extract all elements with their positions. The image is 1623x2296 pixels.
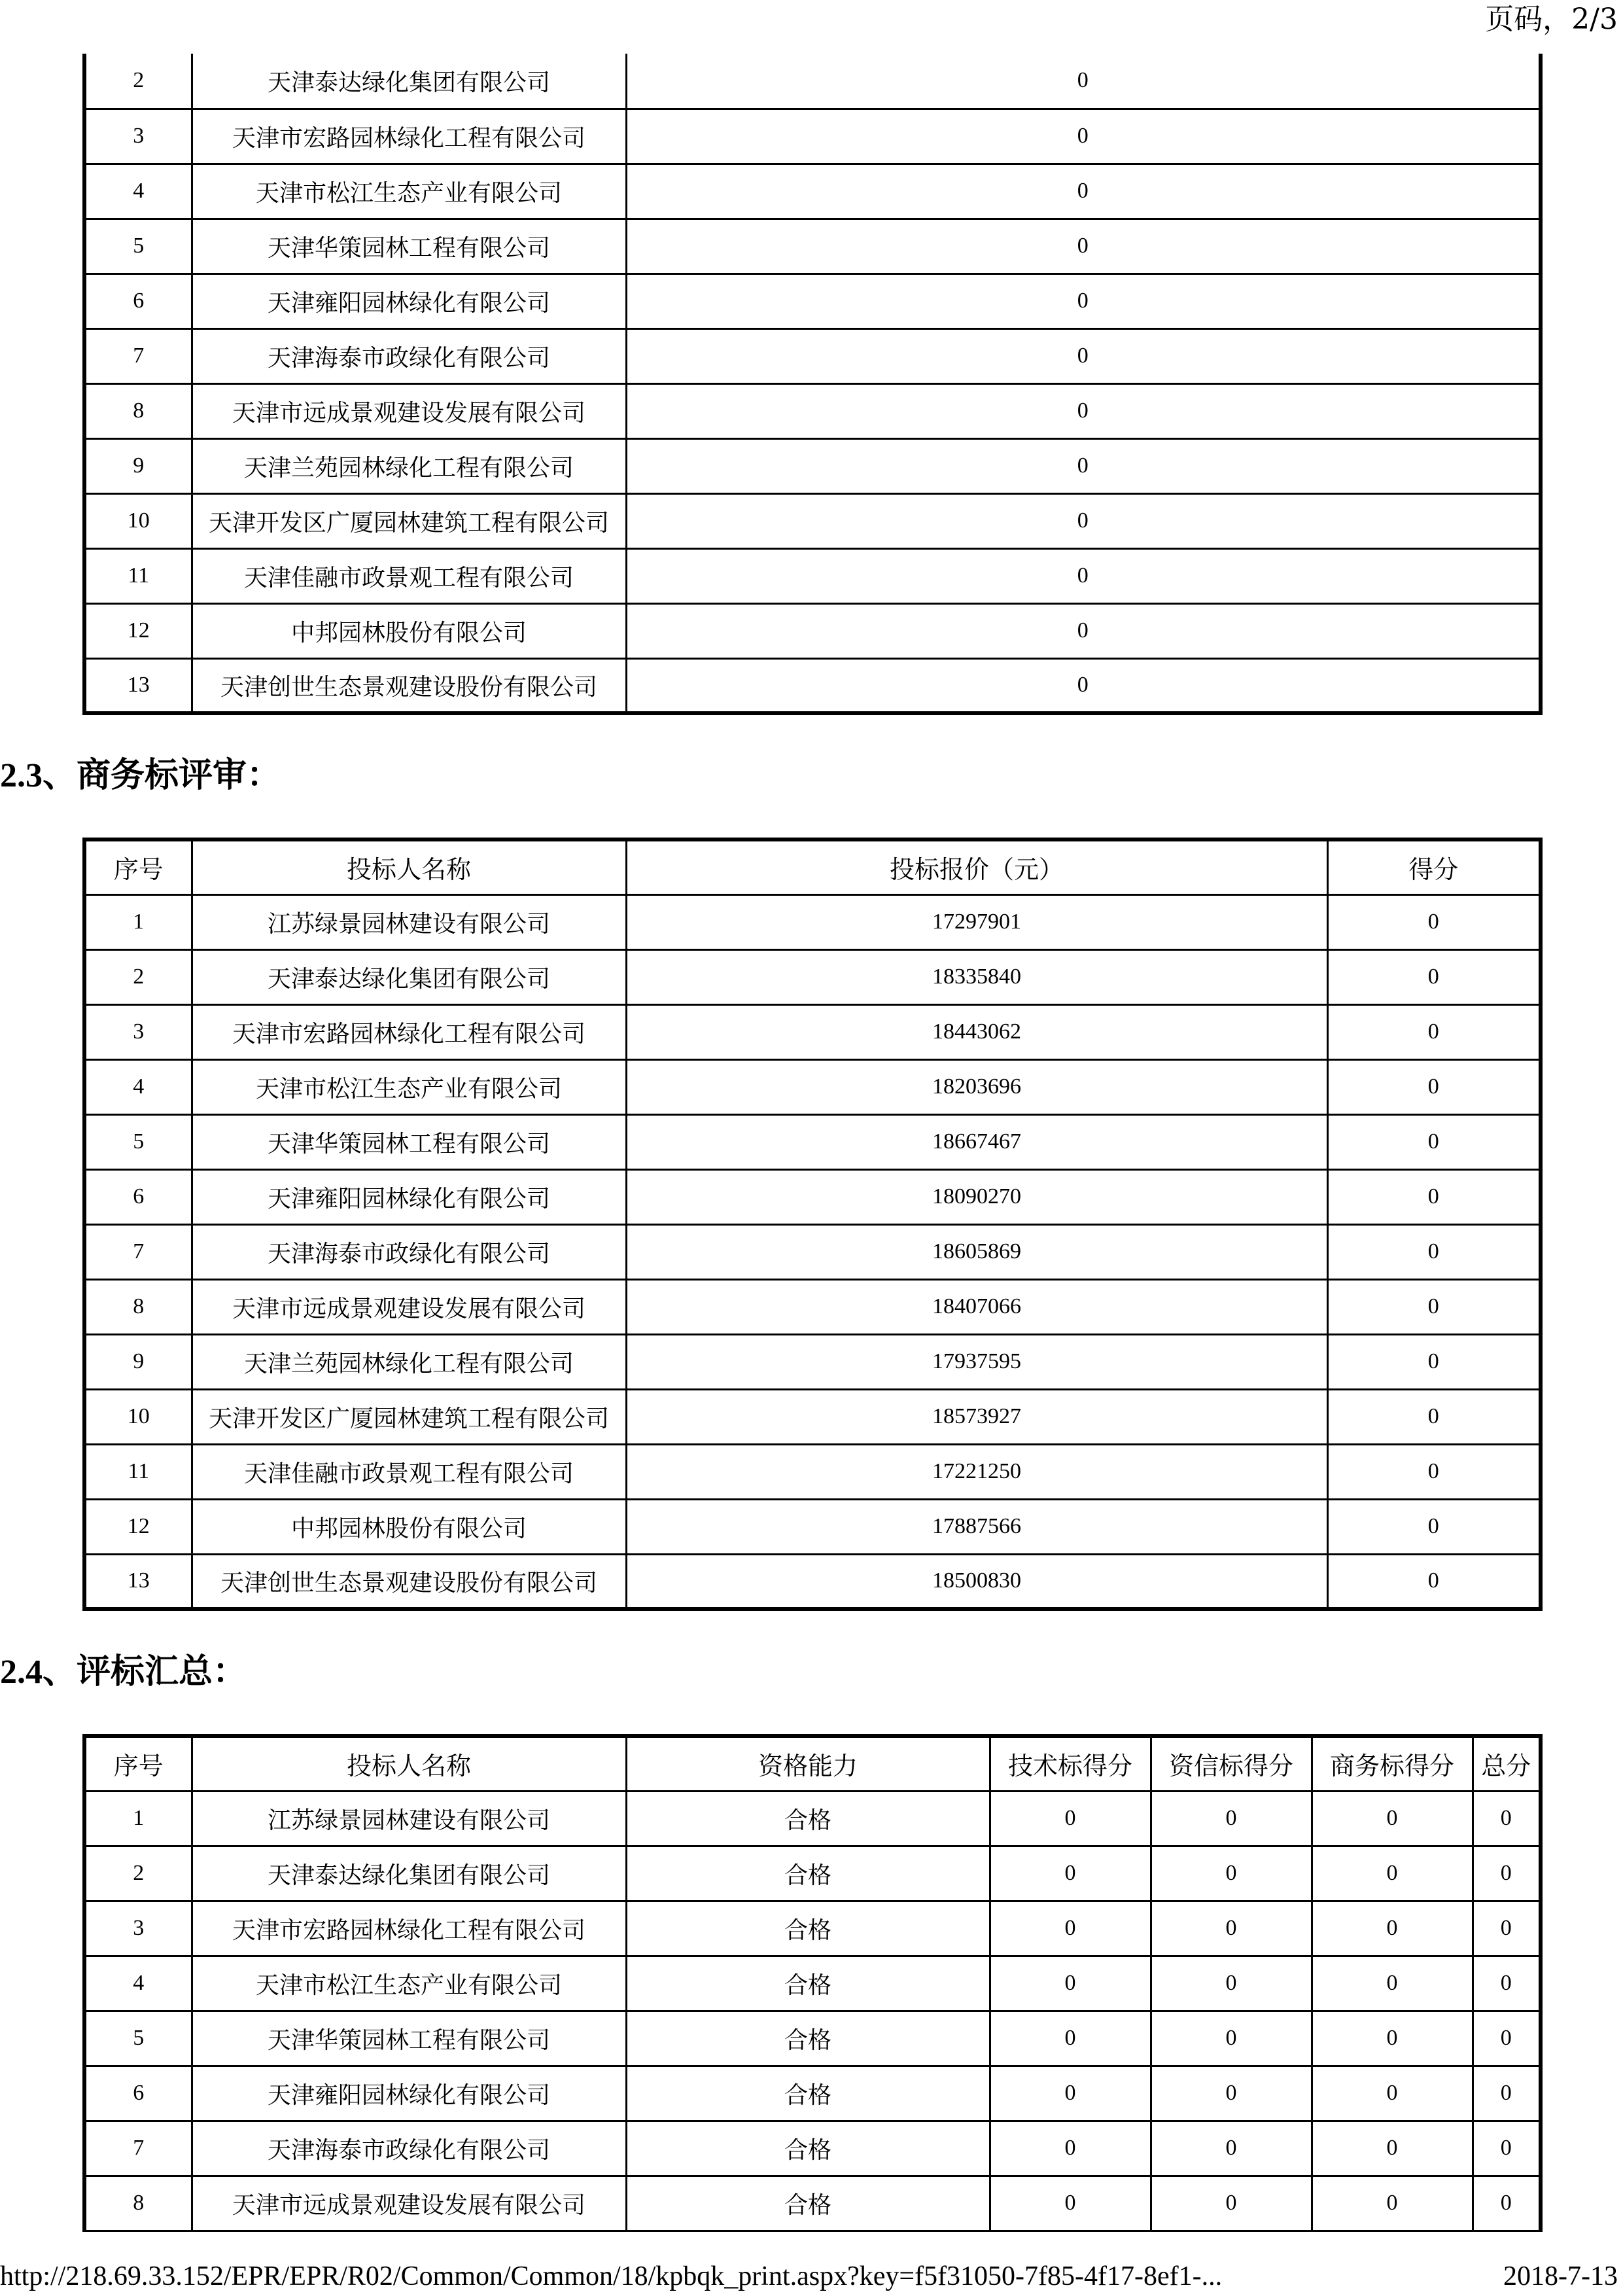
row-number: 13 [84, 658, 192, 713]
section-heading-2-4: 2.4、评标汇总： [0, 1653, 247, 1691]
col-header-total: 总分 [1473, 1736, 1541, 1791]
bidder-name: 天津泰达绿化集团有限公司 [192, 1846, 626, 1901]
row-number: 7 [84, 1224, 192, 1279]
bid-price: 18573927 [626, 1389, 1327, 1444]
bidder-name: 天津市松江生态产业有限公司 [192, 164, 626, 219]
table-row [84, 603, 1541, 658]
table-row [84, 2176, 1541, 2231]
bidder-name: 天津华策园林工程有限公司 [192, 1114, 626, 1169]
business-score: 0 [1312, 2066, 1473, 2121]
bidder-name: 天津佳融市政景观工程有限公司 [192, 1444, 626, 1499]
bidder-name: 天津华策园林工程有限公司 [192, 2011, 626, 2066]
bidder-name: 天津雍阳园林绿化有限公司 [192, 1169, 626, 1224]
table-row [84, 894, 1541, 949]
table-row [84, 658, 1541, 713]
bid-price: 18090270 [626, 1169, 1327, 1224]
score-value: 0 [1327, 1499, 1541, 1554]
tech-score: 0 [990, 2011, 1151, 2066]
table-row [84, 383, 1541, 438]
table-row [84, 219, 1541, 274]
table-row [84, 2011, 1541, 2066]
bidder-name: 天津海泰市政绿化有限公司 [192, 1224, 626, 1279]
bid-price: 17937595 [626, 1334, 1327, 1389]
table-row [84, 1554, 1541, 1609]
tech-score: 0 [990, 1956, 1151, 2011]
table-row [84, 1169, 1541, 1224]
qualification-status: 合格 [626, 1901, 990, 1956]
qualification-status: 合格 [626, 2011, 990, 2066]
table-row [84, 493, 1541, 548]
total-score: 0 [1473, 1846, 1541, 1901]
bidder-name: 天津雍阳园林绿化有限公司 [192, 274, 626, 328]
total-score: 0 [1473, 2121, 1541, 2176]
footer-url: http://218.69.33.152/EPR/EPR/R02/Common/Common/18/kpbqk_print.aspx?key=f5f31050-7f85-4f17-8ef1-... [0, 2261, 1223, 2291]
table-row [84, 1901, 1541, 1956]
bidder-name: 中邦园林股份有限公司 [192, 1499, 626, 1554]
qualification-status: 合格 [626, 2066, 990, 2121]
score-value: 0 [1327, 1444, 1541, 1499]
row-number: 4 [84, 164, 192, 219]
bidder-name: 天津泰达绿化集团有限公司 [192, 949, 626, 1004]
bidder-name: 天津市宏路园林绿化工程有限公司 [192, 1901, 626, 1956]
table-row [84, 548, 1541, 603]
bidder-name: 江苏绿景园林建设有限公司 [192, 1791, 626, 1846]
table-row [84, 1791, 1541, 1846]
score-value: 0 [1327, 1279, 1541, 1334]
tech-score-table [82, 54, 1543, 715]
bidder-name: 天津市松江生态产业有限公司 [192, 1956, 626, 2011]
row-number: 5 [84, 219, 192, 274]
row-number: 6 [84, 274, 192, 328]
col-header-bidder: 投标人名称 [192, 1736, 626, 1791]
row-number: 13 [84, 1554, 192, 1609]
row-number: 3 [84, 109, 192, 164]
table-row [84, 1004, 1541, 1059]
business-score: 0 [1312, 1791, 1473, 1846]
row-number: 7 [84, 328, 192, 383]
bid-price: 17221250 [626, 1444, 1327, 1499]
row-number: 12 [84, 1499, 192, 1554]
table-row [84, 1059, 1541, 1114]
section-heading-2-3: 2.3、商务标评审： [0, 757, 281, 794]
tech-score: 0 [990, 1901, 1151, 1956]
row-number: 9 [84, 1334, 192, 1389]
table-row [84, 2121, 1541, 2176]
table-row [84, 109, 1541, 164]
row-number: 3 [84, 1004, 192, 1059]
bid-price: 18407066 [626, 1279, 1327, 1334]
bidder-name: 天津开发区广厦园林建筑工程有限公司 [192, 493, 626, 548]
footer-date: 2018-7-13 [1503, 2261, 1618, 2291]
total-score: 0 [1473, 2011, 1541, 2066]
row-number: 5 [84, 2011, 192, 2066]
row-number: 10 [84, 1389, 192, 1444]
col-header-price: 投标报价（元） [626, 839, 1327, 894]
table-header-row [84, 839, 1541, 894]
credit-score: 0 [1151, 1846, 1312, 1901]
score-value: 0 [1327, 1114, 1541, 1169]
table-row [84, 438, 1541, 493]
score-value: 0 [626, 548, 1541, 603]
row-number: 2 [84, 1846, 192, 1901]
score-value: 0 [626, 658, 1541, 713]
bidder-name: 天津市远成景观建设发展有限公司 [192, 2176, 626, 2231]
business-bid-table [82, 838, 1543, 1611]
score-value: 0 [626, 164, 1541, 219]
col-header-bidder: 投标人名称 [192, 839, 626, 894]
row-number: 2 [84, 949, 192, 1004]
row-number: 1 [84, 894, 192, 949]
bidder-name: 天津佳融市政景观工程有限公司 [192, 548, 626, 603]
bidder-name: 天津华策园林工程有限公司 [192, 219, 626, 274]
score-value: 0 [1327, 1169, 1541, 1224]
bidder-name: 天津市松江生态产业有限公司 [192, 1059, 626, 1114]
qualification-status: 合格 [626, 1791, 990, 1846]
total-score: 0 [1473, 2066, 1541, 2121]
col-header-business-score: 商务标得分 [1312, 1736, 1473, 1791]
bidder-name: 天津兰苑园林绿化工程有限公司 [192, 1334, 626, 1389]
table-row [84, 1846, 1541, 1901]
bidder-name: 天津市宏路园林绿化工程有限公司 [192, 109, 626, 164]
bid-price: 17887566 [626, 1499, 1327, 1554]
bid-price: 18667467 [626, 1114, 1327, 1169]
bid-price: 18203696 [626, 1059, 1327, 1114]
score-value: 0 [626, 328, 1541, 383]
col-header-credit-score: 资信标得分 [1151, 1736, 1312, 1791]
score-value: 0 [1327, 894, 1541, 949]
row-number: 4 [84, 1956, 192, 2011]
score-value: 0 [1327, 1334, 1541, 1389]
total-score: 0 [1473, 1956, 1541, 2011]
bidder-name: 中邦园林股份有限公司 [192, 603, 626, 658]
credit-score: 0 [1151, 2066, 1312, 2121]
summary-table [82, 1734, 1543, 2232]
business-score: 0 [1312, 1956, 1473, 2011]
table-row [84, 1224, 1541, 1279]
row-number: 6 [84, 2066, 192, 2121]
row-number: 10 [84, 493, 192, 548]
bidder-name: 天津兰苑园林绿化工程有限公司 [192, 438, 626, 493]
qualification-status: 合格 [626, 1956, 990, 2011]
table-row [84, 1389, 1541, 1444]
bidder-name: 天津泰达绿化集团有限公司 [192, 54, 626, 109]
row-number: 9 [84, 438, 192, 493]
col-header-no: 序号 [84, 1736, 192, 1791]
col-header-score: 得分 [1327, 839, 1541, 894]
qualification-status: 合格 [626, 1846, 990, 1901]
bidder-name: 天津开发区广厦园林建筑工程有限公司 [192, 1389, 626, 1444]
credit-score: 0 [1151, 2121, 1312, 2176]
col-header-tech-score: 技术标得分 [990, 1736, 1151, 1791]
bidder-name: 天津市远成景观建设发展有限公司 [192, 383, 626, 438]
credit-score: 0 [1151, 2011, 1312, 2066]
business-score: 0 [1312, 2011, 1473, 2066]
row-number: 8 [84, 383, 192, 438]
bidder-name: 天津市宏路园林绿化工程有限公司 [192, 1004, 626, 1059]
row-number: 1 [84, 1791, 192, 1846]
score-value: 0 [626, 383, 1541, 438]
bidder-name: 天津市远成景观建设发展有限公司 [192, 1279, 626, 1334]
bid-price: 18605869 [626, 1224, 1327, 1279]
col-header-no: 序号 [84, 839, 192, 894]
row-number: 3 [84, 1901, 192, 1956]
tech-score: 0 [990, 2176, 1151, 2231]
total-score: 0 [1473, 1901, 1541, 1956]
business-score: 0 [1312, 1901, 1473, 1956]
row-number: 12 [84, 603, 192, 658]
row-number: 8 [84, 2176, 192, 2231]
table-row [84, 1114, 1541, 1169]
row-number: 6 [84, 1169, 192, 1224]
bidder-name: 天津海泰市政绿化有限公司 [192, 2121, 626, 2176]
qualification-status: 合格 [626, 2176, 990, 2231]
table-row [84, 1956, 1541, 2011]
score-value: 0 [626, 109, 1541, 164]
page-number: 页码，2/3 [1485, 3, 1618, 36]
table-row [84, 274, 1541, 328]
table-row [84, 328, 1541, 383]
row-number: 4 [84, 1059, 192, 1114]
bidder-name: 天津创世生态景观建设股份有限公司 [192, 1554, 626, 1609]
tech-score: 0 [990, 2121, 1151, 2176]
table-row [84, 1279, 1541, 1334]
bid-price: 18500830 [626, 1554, 1327, 1609]
score-value: 0 [626, 438, 1541, 493]
credit-score: 0 [1151, 1956, 1312, 2011]
bid-price: 18443062 [626, 1004, 1327, 1059]
credit-score: 0 [1151, 1791, 1312, 1846]
score-value: 0 [1327, 1389, 1541, 1444]
table-row [84, 2066, 1541, 2121]
table-header-row [84, 1736, 1541, 1791]
credit-score: 0 [1151, 1901, 1312, 1956]
score-value: 0 [626, 493, 1541, 548]
score-value: 0 [1327, 949, 1541, 1004]
business-score: 0 [1312, 1846, 1473, 1901]
col-header-qualification: 资格能力 [626, 1736, 990, 1791]
business-score: 0 [1312, 2176, 1473, 2231]
table-row [84, 1334, 1541, 1389]
row-number: 2 [84, 54, 192, 109]
tech-score: 0 [990, 1846, 1151, 1901]
score-value: 0 [1327, 1004, 1541, 1059]
bidder-name: 天津雍阳园林绿化有限公司 [192, 2066, 626, 2121]
tech-score: 0 [990, 1791, 1151, 1846]
score-value: 0 [626, 274, 1541, 328]
bid-price: 18335840 [626, 949, 1327, 1004]
credit-score: 0 [1151, 2176, 1312, 2231]
score-value: 0 [1327, 1224, 1541, 1279]
table-row [84, 164, 1541, 219]
bidder-name: 天津创世生态景观建设股份有限公司 [192, 658, 626, 713]
qualification-status: 合格 [626, 2121, 990, 2176]
bidder-name: 江苏绿景园林建设有限公司 [192, 894, 626, 949]
table-row [84, 54, 1541, 109]
business-score: 0 [1312, 2121, 1473, 2176]
total-score: 0 [1473, 1791, 1541, 1846]
score-value: 0 [626, 54, 1541, 109]
table-row [84, 1444, 1541, 1499]
table-row [84, 1499, 1541, 1554]
total-score: 0 [1473, 2176, 1541, 2231]
bidder-name: 天津海泰市政绿化有限公司 [192, 328, 626, 383]
row-number: 11 [84, 1444, 192, 1499]
score-value: 0 [1327, 1059, 1541, 1114]
row-number: 5 [84, 1114, 192, 1169]
score-value: 0 [1327, 1554, 1541, 1609]
table-row [84, 949, 1541, 1004]
row-number: 8 [84, 1279, 192, 1334]
row-number: 7 [84, 2121, 192, 2176]
score-value: 0 [626, 219, 1541, 274]
row-number: 11 [84, 548, 192, 603]
bid-price: 17297901 [626, 894, 1327, 949]
tech-score: 0 [990, 2066, 1151, 2121]
score-value: 0 [626, 603, 1541, 658]
